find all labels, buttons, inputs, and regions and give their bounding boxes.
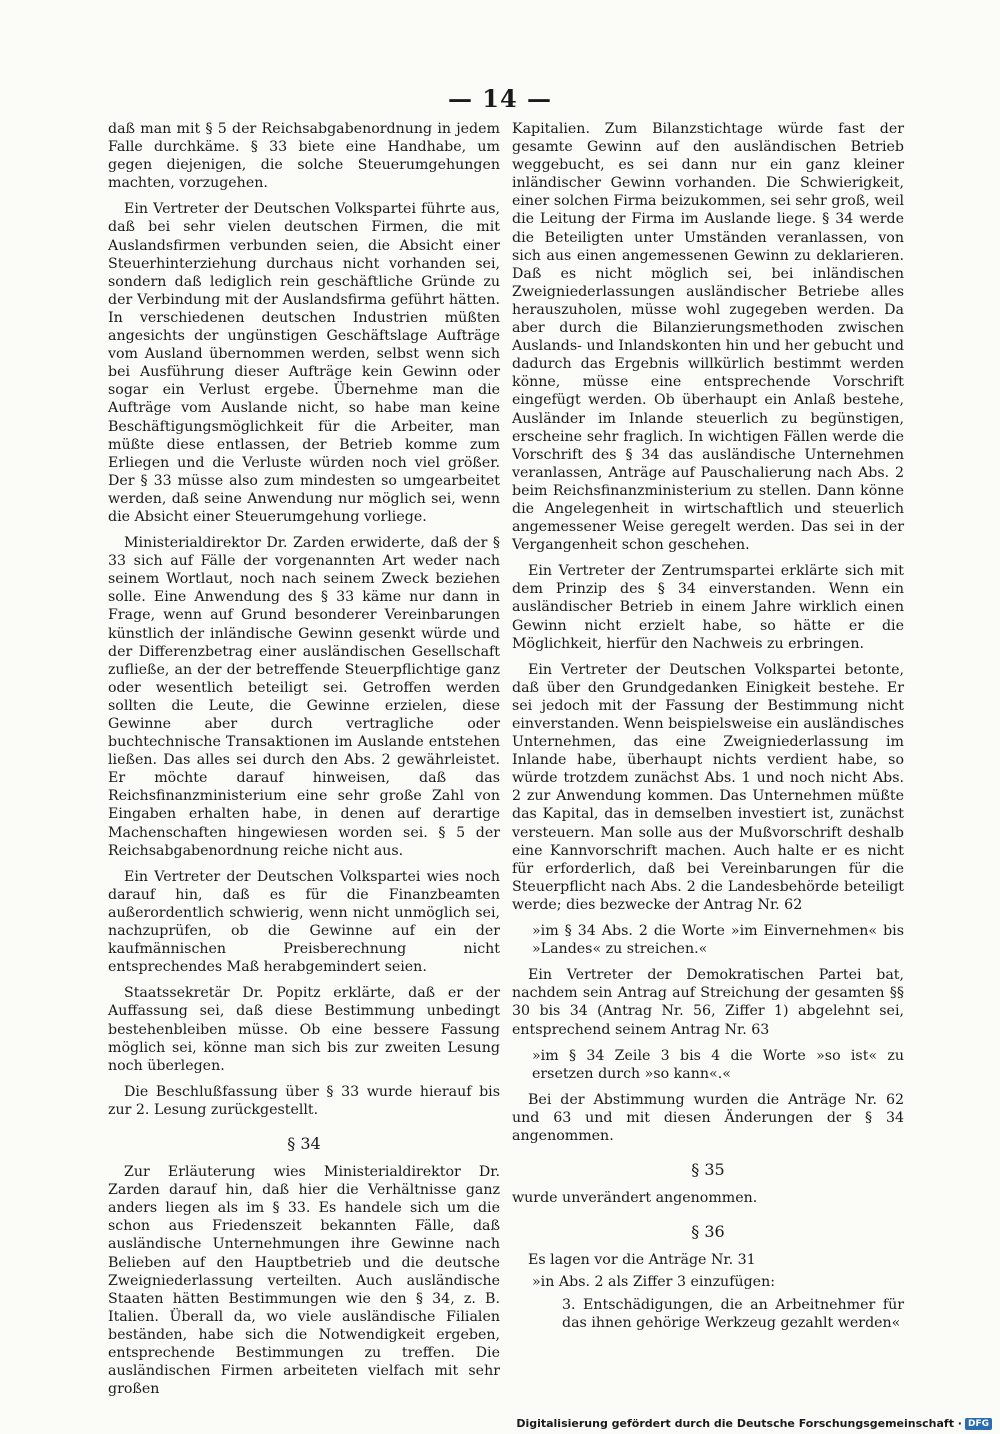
paragraph: daß man mit § 5 der Reichsabgabenordnung in jedem Falle durchkäme. § 33 biete eine Handhabe, um gegen diejenigen, die solche Steuerumgehungen machten, vorzugehen. [108,121,500,192]
paragraph: Bei der Abstimmung wurden die Anträge Nr. 62 und 63 und mit diesen Änderungen der § 34 angenommen. [512,1091,904,1144]
right-column [512,120,904,1340]
paragraph: Ein Vertreter der Deutschen Volkspartei betonte, daß über den Grundgedanken Einigkeit bestehe. Er sei jedoch mit der Fassung der Bestimmung nicht einverstanden. Wenn beispielsweise ein ausländisches Unternehmen, das eine Zweigniederlassung im Inlande habe, überhaupt nichts verdient habe, so würde trotzdem zunächst Abs. 1 und noch nicht Abs. 2 zur Anwendung kommen. Das Unternehmen müßte das Kapital, das in demselben investiert ist, zunächst versteuern. Man solle aus der Mußvorschrift deshalb eine Kannvorschrift machen. Auch halte er es nicht für erforderlich, daß bei Vereinbarungen für die Steuerpflicht nach Abs. 2 die Landesbehörde beteiligt werde; dies bezwecke der Antrag Nr. 62 [512,661,904,913]
section-heading: § 35 [691,1160,725,1180]
left-column [108,120,500,1406]
paragraph: Ministerialdirektor Dr. Zarden erwiderte, daß der § 33 sich auf Fälle der vorgenannten Art weder nach seinem Wortlaut, noch nach seinem Zweck beziehen solle. Eine Anwendung des § 33 käme nur dann in Frage, wenn auf Grund besonderer Vereinbarungen künstlich der inländische Gewinn gesenkt würde und der Differenzbetrag einer ausländischen Gesellschaft zufließe, an der der betreffende Steuerpflichtige ganz oder wesentlich beteiligt sei. Getroffen werden sollten die Leute, die Gewinne erzielen, diese Gewinne aber durch vertragliche oder buchtechnische Transaktionen im Auslande entstehen ließen. Das alles sei durch den Abs. 2 gewährleistet. Er möchte darauf hinweisen, daß das Reichsfinanzministerium eine sehr große Zahl von Eingaben erhalten habe, in denen auf derartige Machenschaften hingewiesen worden sei. § 5 der Reichsabgabenordnung reiche nicht aus. [108,535,500,859]
dfg-logo-icon: DFG [965,1418,992,1430]
quoted-motion: »im § 34 Zeile 3 bis 4 die Worte »so ist« zu ersetzen durch »so kann«.« [532,1047,904,1082]
paragraph: Ein Vertreter der Zentrumspartei erklärte sich mit dem Prinzip des § 34 einverstanden. Wenn ein ausländischer Betrieb in einem Jahre wirklich einen Gewinn nicht erzielt habe, so hätte er die Möglichkeit, hierfür den Nachweis zu erbringen. [512,563,904,652]
paragraph: Die Beschlußfassung über § 33 wurde hierauf bis zur 2. Lesung zurückgestellt. [108,1083,500,1118]
paragraph: Kapitalien. Zum Bilanzstichtage würde fast der gesamte Gewinn auf den ausländischen Betrieb weggebucht, es sei dann nur ein ganz kleiner inländischer Gewinn vorhanden. Die Schwierigkeit, einer solchen Firma beizukommen, sei sehr groß, weil die Leitung der Firma im Auslande liege. § 34 werde die Beteiligten unter Umständen veranlassen, von sich aus einen angemessenen Gewinn zu deklarieren. Daß es nicht möglich sei, bei inländischen Zweigniederlassungen ausländischer Betriebe alles herauszuholen, müsse wohl zugegeben werden. Da aber durch die Bilanzierungsmethoden zwischen Auslands- und Inlandskonten hin und her gebucht und dadurch das Ergebnis willkürlich bestimmt werden könne, müsse eine entsprechende Vorschrift eingefügt werden. Ob überhaupt ein Anlaß bestehe, Ausländer im Inlande steuerlich zu begünstigen, erscheine sehr fraglich. In wichtigen Fällen werde die Vorschrift des § 34 das ausländische Unternehmen veranlassen, Anträge auf Pauschalierung nach Abs. 2 beim Reichsfinanzministerium zu stellen. Dann könne die Angelegenheit in wirtschaftlich und steuerlich angemessener Weise geregelt werden. Das sei in der Vergangenheit schon geschehen. [512,121,904,554]
section-heading: § 34 [287,1133,321,1153]
quoted-item: 3. Entschädigungen, die an Arbeitnehmer für das ihnen gehörige Werkzeug gezahlt werden« [562,1296,904,1331]
paragraph: Ein Vertreter der Deutschen Volkspartei wies noch darauf hin, daß es für die Finanzbeamten außerordentlich schwierig, wenn nicht unmöglich sei, nachzuprüfen, ob die Gewinne auf ein der kaufmännischen Preisberechnung nicht entsprechendes Maß herabgemindert seien. [108,868,500,976]
footer-text: Digitalisierung gefördert durch die Deutsche Forschungsgemeinschaft · [516,1417,962,1430]
paragraph: Ein Vertreter der Deutschen Volkspartei führte aus, daß bei sehr vielen deutschen Firmen, die mit Auslandsfirmen verbunden seien, die Absicht einer Steuerhinterziehung durchaus nicht vorhanden sei, sondern daß lediglich rein geschäftliche Gründe zu der Verbindung mit der Auslandsfirma geführt hätten. In verschiedenen deutschen Industrien müßten angesichts der ungünstigen Geschäftslage Aufträge vom Ausland übernommen werden, selbst wenn sich bei Ausführung dieser Aufträge kein Gewinn oder sogar ein Verlust ergebe. Übernehme man die Aufträge vom Auslande nicht, so habe man keine Beschäftigungsmöglichkeit für die Arbeiter, man müßte diese entlassen, der Betrieb komme zum Erliegen und die Verluste würden noch viel größer. Der § 33 müsse also zum mindesten so umgearbeitet werden, daß seine Anwendung nur möglich sei, wenn die Absicht einer Steuerumgehung vorliege. [108,201,500,525]
paragraph: Zur Erläuterung wies Ministerialdirektor Dr. Zarden darauf hin, daß hier die Verhältnisse ganz anders liegen als im § 33. Es handele sich um die schon aus Friedenszeit bekannten Fälle, daß ausländische Unternehmungen ihre Gewinne nach Belieben auf den Hauptbetrieb und die deutsche Zweigniederlassung verteilten. Auch ausländische Staaten hätten Bestimmungen wie den § 34, z. B. Italien. Überall da, wo viele ausländische Filialen beständen, habe sich die Notwendigkeit ergeben, entsprechende Bestimmungen zu treffen. Die ausländischen Firmen arbeiteten vielfach mit sehr großen [108,1164,500,1398]
paragraph: Staatssekretär Dr. Popitz erklärte, daß er der Auffassung sei, daß diese Bestimmung unbedingt bestehenbleiben müsse. Ob eine bessere Fassung möglich sei, könne man sich bis zur zweiten Lesung noch überlegen. [108,985,500,1074]
quoted-motion: »im § 34 Abs. 2 die Worte »im Einvernehmen« bis »Landes« zu streichen.« [532,923,904,958]
paragraph: Ein Vertreter der Demokratischen Partei bat, nachdem sein Antrag auf Streichung der gesamten §§ 30 bis 34 (Antrag Nr. 56, Ziffer 1) abgelehnt sei, entsprechend seinem Antrag Nr. 63 [512,967,904,1038]
paragraph: Es lagen vor die Anträge Nr. 31 [528,1252,756,1269]
page-number: — 14 — [447,84,553,113]
section-heading: § 36 [691,1222,725,1242]
footer [516,1417,992,1430]
paragraph: wurde unverändert angenommen. [512,1190,758,1207]
quoted-motion: »in Abs. 2 als Ziffer 3 einzufügen: [532,1274,775,1291]
